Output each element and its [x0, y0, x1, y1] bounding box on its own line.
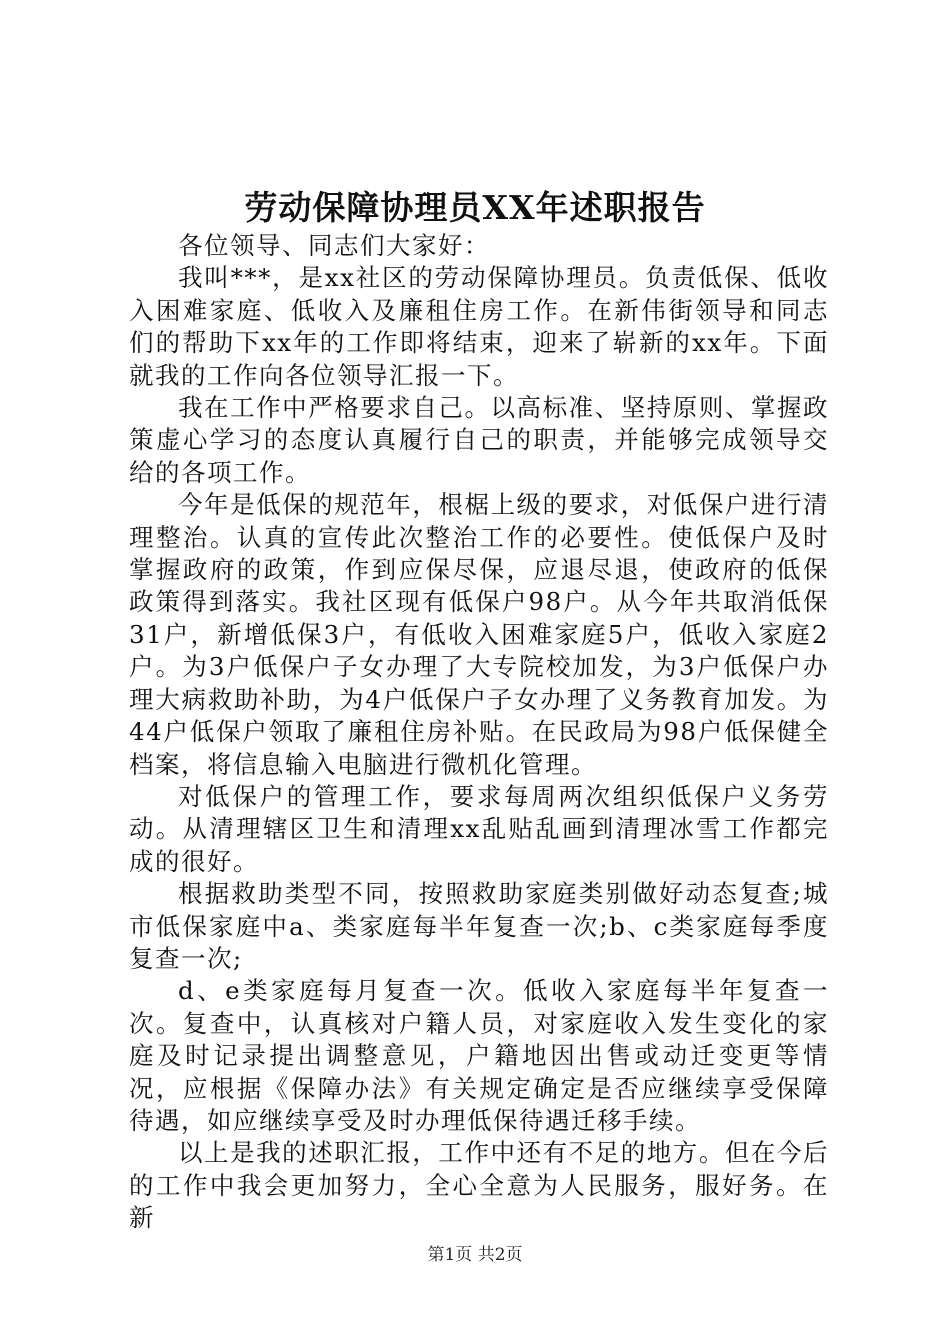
- paragraph-management: 对低保户的管理工作，要求每周两次组织低保户义务劳动。从清理辖区卫生和清理xx乱贴乱画到清理冰雪工作都完成的很好。: [129, 781, 829, 876]
- paragraph-greeting: 各位领导、同志们大家好：: [178, 231, 490, 260]
- paragraph-introduction: 我叫***，是xx社区的劳动保障协理员。负责低保、低收入困难家庭、低收入及廉租住房工作。在新伟街领导和同志们的帮助下xx年的工作即将结束，迎来了崭新的xx年。下面就我的工作向各位领导汇报一下。: [129, 263, 829, 390]
- paragraph-review-rules: 根据救助类型不同，按照救助家庭类别做好动态复查;城市低保家庭中a、类家庭每半年复查一次;b、c类家庭每季度复查一次;: [129, 879, 829, 973]
- document-title: 劳动保障协理员XX年述职报告: [244, 188, 706, 227]
- paragraph-low-income-work: 今年是低保的规范年，根椐上级的要求，对低保户进行清理整治。认真的宣传此次整治工作的必要性。使低保户及时掌握政府的政策，作到应保尽保，应退尽退，使政府的低保政策得到落实。我社区现有低保户98户。从今年共取消低保31户，新增低保3户，有低收入困难家庭5户，低收入家庭2户。为3户低保户子女办理了大专院校加发，为3户低保户办理大病救助补助，为4户低保户子女办理了义务教育加发。为44户低保户领取了廉租住房补贴。在民政局为98户低保健全档案，将信息输入电脑进行微机化管理。: [129, 490, 829, 779]
- document-body: [129, 230, 829, 1235]
- paragraph-closing: 以上是我的述职汇报，工作中还有不足的地方。但在今后的工作中我会更加努力，全心全意为人民服务，服好务。在新: [129, 1138, 829, 1233]
- paragraph-attitude: 我在工作中严格要求自己。以高标准、坚持原则、掌握政策虚心学习的态度认真履行自己的职责，并能够完成领导交给的各项工作。: [129, 393, 829, 487]
- paragraph-review-continued: d、e类家庭每月复查一次。低收入家庭每半年复查一次。复查中，认真核对户籍人员，对家庭收入发生变化的家庭及时记录提出调整意见，户籍地因出售或动迁变更等情况，应根据《保障办法》有关规定确定是否应继续享受保障待遇，如应继续享受及时办理低保待遇迁移手续。: [129, 976, 829, 1135]
- page-number-footer: 第1页 共2页: [427, 1245, 523, 1265]
